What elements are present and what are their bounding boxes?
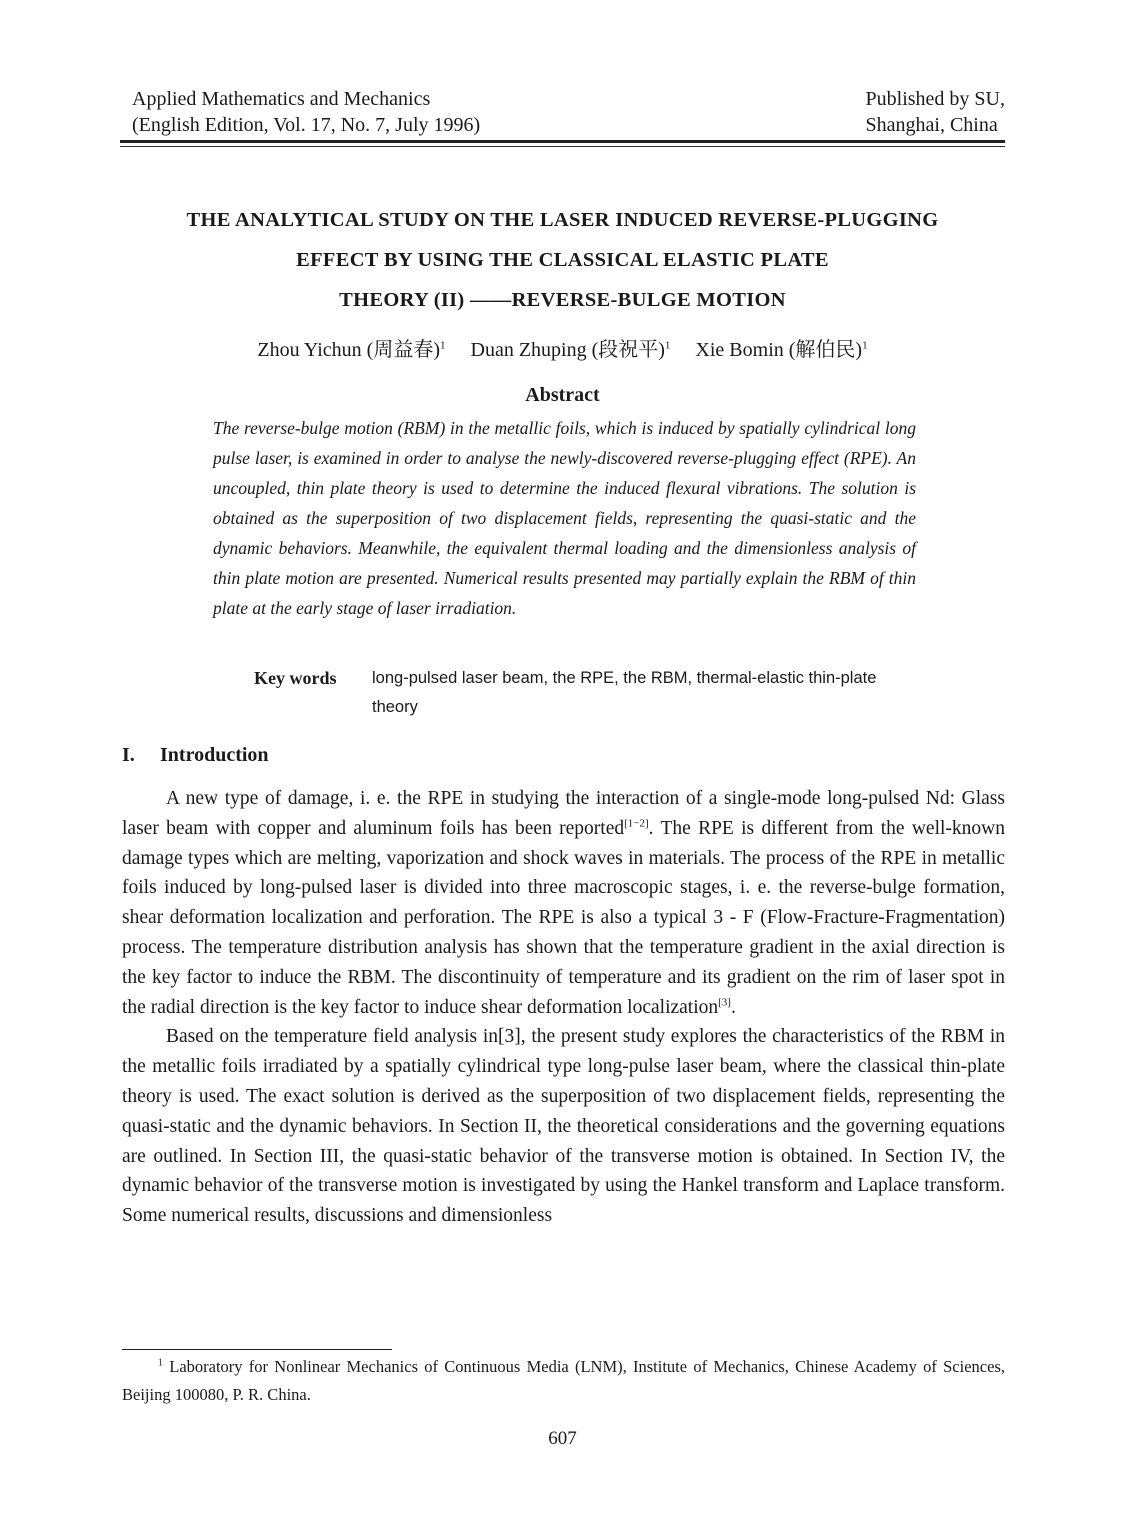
page-number: 607 — [548, 1428, 577, 1449]
footnote — [122, 1353, 1005, 1409]
publisher-name: Published by SU, — [865, 88, 1005, 110]
abstract-text: The reverse-bulge motion (RBM) in the metallic foils, which is induced by spatially cylindrical long pulse laser, is examined in order to analyse the newly-discovered reverse-plugging effect (RPE). An uncoupled, thin plate theory is used to determine the induced flexural vibrations. The solution is obtained as the superposition of two displacement fields, representing the quasi-static and the dynamic behaviors. Meanwhile, the equivalent thermal loading and the dimensionless analysis of thin plate motion are presented. Numerical results presented may partially explain the RBM of thin plate at the early stage of laser irradiation. — [213, 418, 916, 618]
citation: [1−2] — [624, 817, 649, 830]
header-rule-thick — [120, 140, 1005, 143]
journal-name: Applied Mathematics and Mechanics — [132, 88, 431, 110]
author: Xie Bomin (解伯民)$^1$ — [695, 339, 868, 361]
section-body — [122, 784, 1005, 1231]
title-line-2: EFFECT BY USING THE CLASSICAL ELASTIC PLATE — [296, 249, 829, 271]
paragraph: Based on the temperature field analysis in[3], the present study explores the characteristics of the RBM in the metallic foils irradiated by a spatially cylindrical type long-pulse laser beam, where the classical thin-plate theory is used. The exact solution is derived as the superposition of two displacement fields, representing the quasi-static and the dynamic behaviors. In Section II, the theoretical considerations and the governing equations are outlined. In Section III, the quasi-static behavior of the transverse motion is obtained. In Section IV, the dynamic behavior of the transverse motion is investigated by using the Hankel transform and Laplace transform. Some numerical results, discussions and dimensionless — [122, 1026, 1005, 1227]
section-number: I. — [122, 744, 135, 766]
journal-edition: (English Edition, Vol. 17, No. 7, July 1996) — [132, 114, 481, 136]
author: Zhou Yichun (周益春)$^1$ — [257, 339, 446, 361]
journal-header — [132, 86, 480, 138]
publisher-location: Shanghai, China — [865, 114, 998, 136]
paper-title — [110, 200, 1015, 320]
author-list — [110, 333, 1015, 362]
keywords-label: Key words — [254, 668, 337, 688]
paragraph: A new type of damage, i. e. the RPE in studying the interaction of a single-mode long-pulsed Nd: Glass laser beam with copper and aluminum foils has been reported[1−2]. The RPE is different from the well-known damage types which are melting, vaporization and shock waves in materials. The process of the RPE in metallic foils induced by long-pulsed laser is divided into three macroscopic stages, i. e. the reverse-bulge formation, shear deformation localization and perforation. The RPE is also a typical 3 - F (Flow-Fracture-Fragmentation) process. The temperature distribution analysis has shown that the temperature gradient in the axial direction is the key factor to induce the RBM. The discontinuity of temperature and its gradient on the rim of laser spot in the radial direction is the key factor to induce shear deformation localization[3]. — [122, 788, 1005, 1018]
footnote-mark: 1 — [158, 1357, 163, 1369]
citation: [3] — [718, 996, 731, 1009]
section-heading — [122, 744, 269, 767]
affiliation-mark: 1 — [862, 339, 868, 352]
keywords-text: long-pulsed laser beam, the RPE, the RBM, thermal-elastic thin-plate theory — [372, 669, 877, 716]
title-line-3: THEORY (II) ——REVERSE-BULGE MOTION — [339, 289, 786, 311]
footnote-rule — [122, 1349, 392, 1350]
affiliation-mark: 1 — [664, 339, 671, 352]
affiliation-mark: 1 — [440, 339, 446, 352]
section-title: Introduction — [160, 744, 269, 766]
header-rule-thin — [120, 146, 1005, 147]
abstract-heading: Abstract — [525, 384, 600, 406]
footnote-text: Laboratory for Nonlinear Mechanics of Continuous Media (LNM), Institute of Mechanics, Chinese Academy of Sciences, Beijing 100080, P. R. China. — [122, 1357, 1005, 1404]
publisher-header — [866, 86, 1005, 138]
title-line-1: THE ANALYTICAL STUDY ON THE LASER INDUCED REVERSE-PLUGGING — [186, 209, 939, 231]
author: Duan Zhuping (段祝平)$^1$ — [470, 339, 671, 361]
